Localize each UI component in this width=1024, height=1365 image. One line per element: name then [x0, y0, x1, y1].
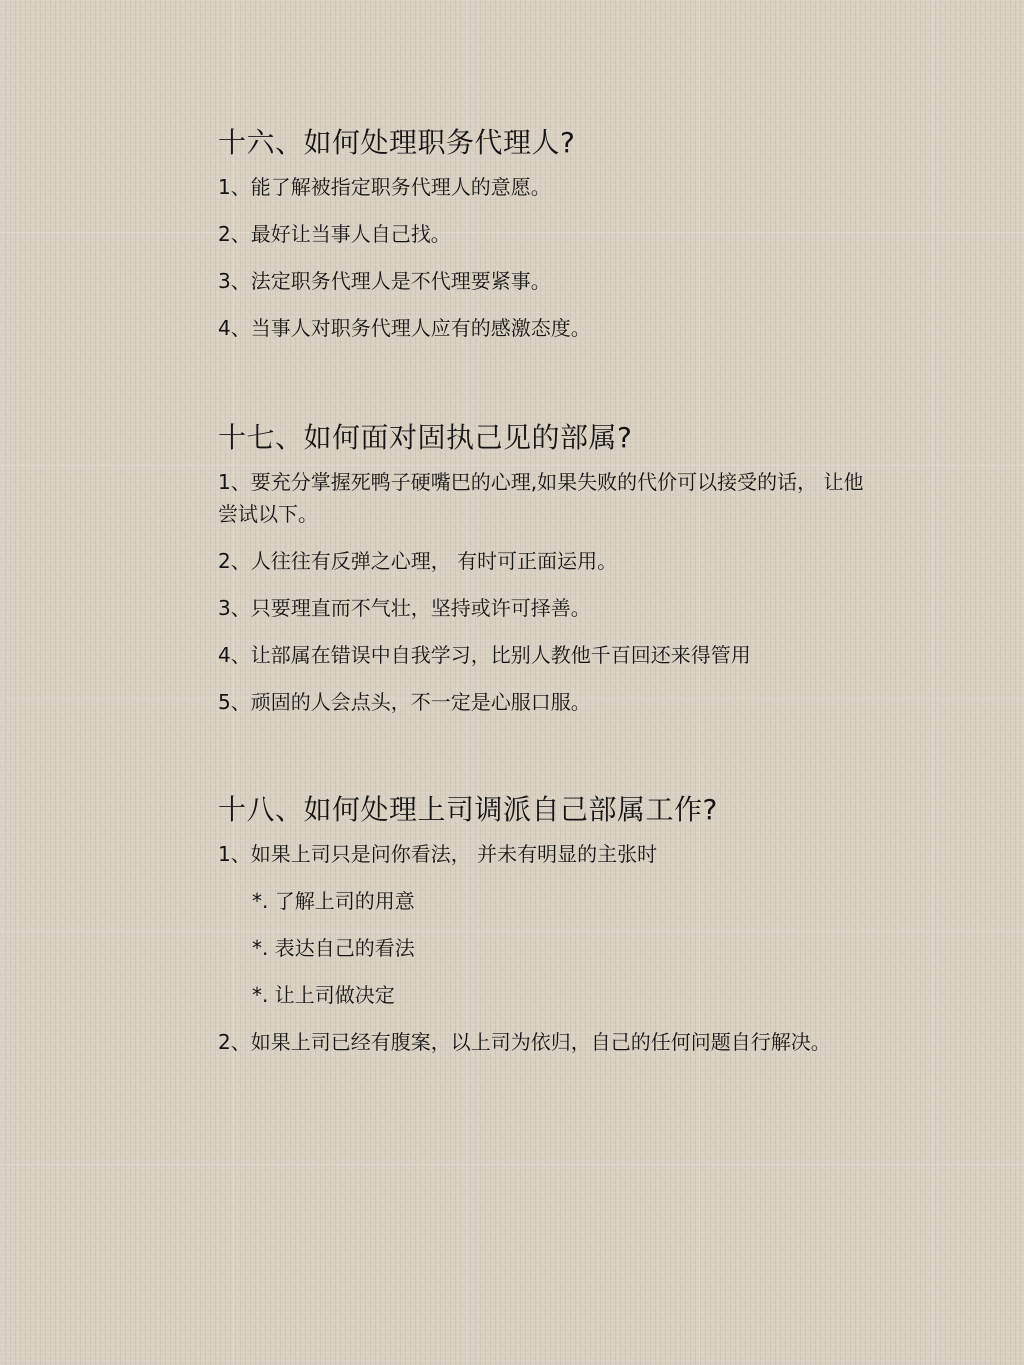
sub-list-item: *. 表达自己的看法 — [252, 936, 415, 960]
section-16 — [218, 123, 878, 344]
document-page — [218, 0, 878, 1365]
section-title: 十六、如何处理职务代理人? — [218, 126, 576, 159]
section-title: 十七、如何面对固执己见的部属? — [218, 421, 633, 454]
list-item: 2、如果上司已经有腹案，以上司为依归，自己的任何问题自行解决。 — [218, 1030, 831, 1054]
section-17 — [218, 418, 878, 718]
sub-list-item: *. 了解上司的用意 — [252, 889, 415, 913]
list-item: 3、只要理直而不气壮，坚持或许可择善。 — [218, 596, 591, 620]
list-item: 4、让部属在错误中自我学习，比别人教他千百回还来得管用 — [218, 643, 751, 667]
list-item: 1、要充分掌握死鸭子硬嘴巴的心理,如果失败的代价可以接受的话， 让他尝试以下。 — [218, 470, 864, 526]
list-item: 4、当事人对职务代理人应有的感激态度。 — [218, 316, 591, 340]
list-item: 2、最好让当事人自己找。 — [218, 222, 451, 246]
list-item: 3、法定职务代理人是不代理要紧事。 — [218, 269, 551, 293]
list-item: 1、能了解被指定职务代理人的意愿。 — [218, 175, 551, 199]
section-title: 十八、如何处理上司调派自己部属工作? — [218, 793, 718, 826]
list-item: 2、人往往有反弹之心理， 有时可正面运用。 — [218, 549, 618, 573]
sub-list-item: *. 让上司做决定 — [252, 983, 395, 1007]
section-18 — [218, 790, 878, 1058]
list-item: 5、顽固的人会点头，不一定是心服口服。 — [218, 690, 591, 714]
list-item: 1、如果上司只是问你看法， 并未有明显的主张时 — [218, 842, 658, 866]
